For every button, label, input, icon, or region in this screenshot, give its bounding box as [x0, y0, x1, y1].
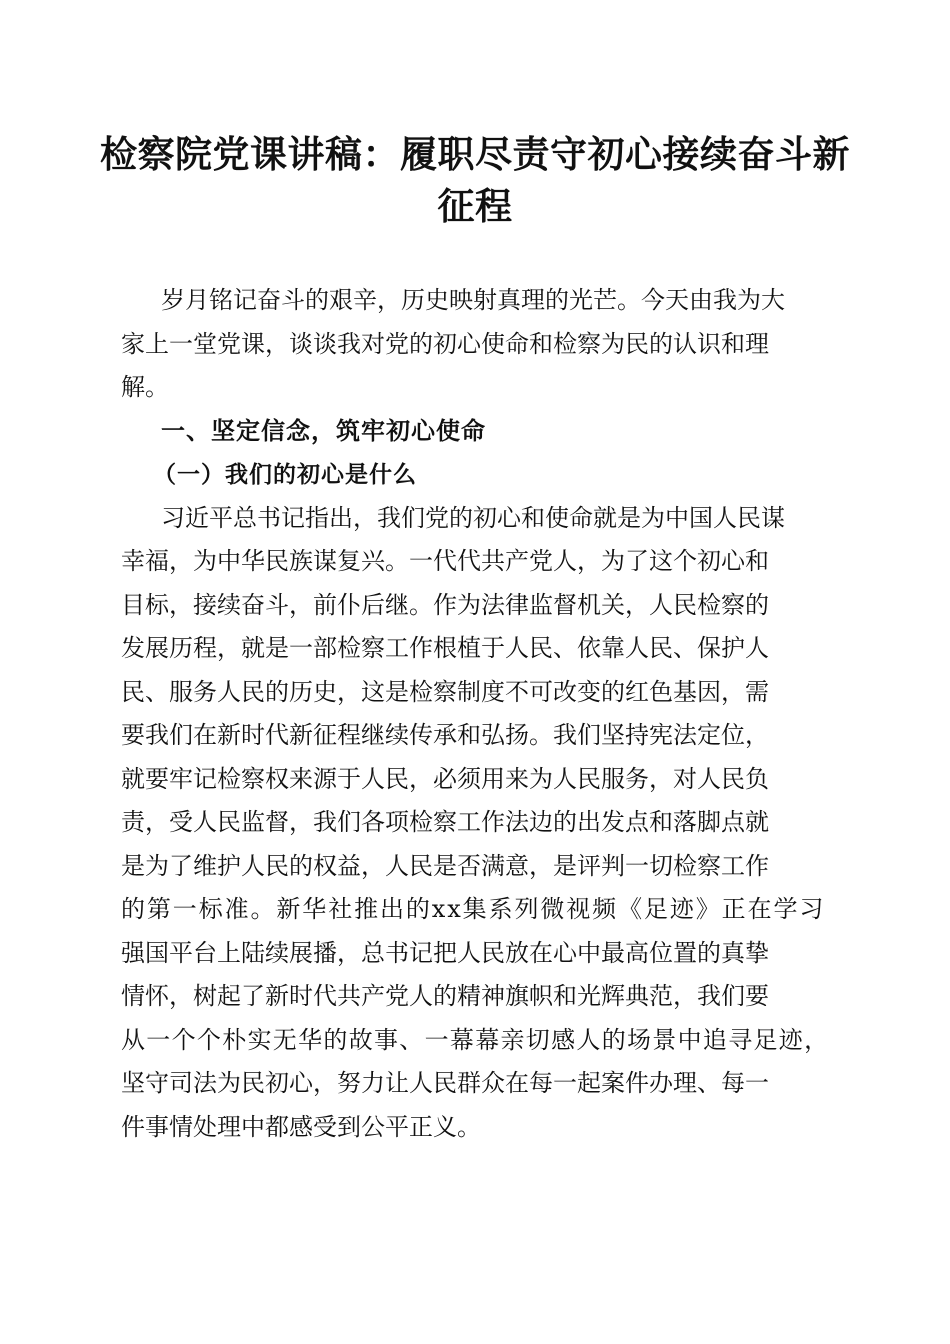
paragraph-line-3: 目标，接续奋斗，前仆后继。作为法律监督机关，人民检察的 — [121, 590, 769, 619]
paragraph-line-5: 民、服务人民的历史，这是检察制度不可改变的红色基因，需 — [121, 677, 769, 706]
paragraph-line-7: 就要牢记检察权来源于人民，必须用来为人民服务，对人民负 — [121, 764, 769, 793]
document-title — [100, 128, 850, 232]
subsection-heading: （一）我们的初心是什么 — [153, 461, 417, 488]
paragraph-line-10: 的第一标准。新华社推出的xx集系列微视频《足迹》正在学习 — [121, 895, 826, 923]
paragraph-line-8: 责，受人民监督，我们各项检察工作法边的出发点和落脚点就 — [121, 808, 769, 836]
paragraph-line-15: 件事情处理中都感受到公平正义。 — [121, 1112, 481, 1141]
intro-line-3: 解。 — [121, 373, 169, 401]
paragraph-line-2: 幸福，为中华民族谋复兴。一代代共产党人，为了这个初心和 — [121, 547, 769, 575]
body-paragraph — [121, 497, 833, 1150]
paragraph-line-6: 要我们在新时代新征程继续传承和弘扬。我们坚持宪法定位， — [121, 721, 769, 749]
section-heading: 一、坚定信念，筑牢初心使命 — [161, 416, 486, 445]
intro-line-1: 岁月铭记奋斗的艰辛，历史映射真理的光芒。今天由我为大 — [161, 286, 785, 314]
paragraph-line-13: 从一个个朴实无华的故事、一幕幕亲切感人的场景中追寻足迹， — [121, 1025, 830, 1054]
paragraph-line-1: 习近平总书记指出，我们党的初心和使命就是为中国人民谋 — [161, 503, 785, 532]
intro-line-2: 家上一堂党课，谈谈我对党的初心使命和检察为民的认识和理 — [121, 329, 769, 358]
document-body — [121, 279, 833, 1149]
intro-paragraph — [121, 279, 833, 410]
paragraph-line-4: 发展历程，就是一部检察工作根植于人民、依靠人民、保护人 — [121, 634, 769, 662]
paragraph-line-14: 坚守司法为民初心，努力让人民群众在每一起案件办理、每一 — [121, 1069, 769, 1097]
paragraph-line-12: 情怀，树起了新时代共产党人的精神旗帜和光辉典范，我们要 — [121, 982, 769, 1010]
paragraph-line-9: 是为了维护人民的权益，人民是否满意，是评判一切检察工作 — [121, 851, 769, 880]
document-title-line-1: 检察院党课讲稿：履职尽责守初心接续奋斗新 — [100, 132, 850, 176]
document-title-line-2: 征程 — [437, 184, 513, 228]
paragraph-line-11: 强国平台上陆续展播，总书记把人民放在心中最高位置的真挚 — [121, 938, 769, 967]
